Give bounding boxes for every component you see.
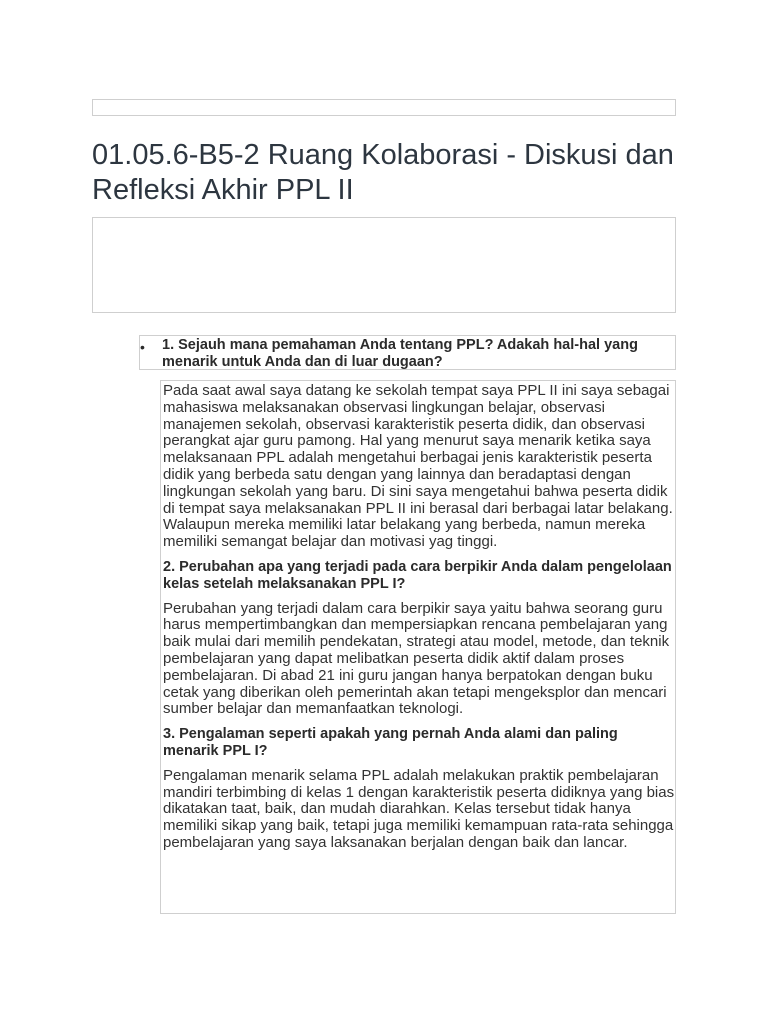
answers-content <box>163 383 677 860</box>
empty-content-box <box>92 217 676 313</box>
answer-3: Pengalaman menarik selama PPL adalah melakukan praktik pembelajaran mandiri terbimbing di kelas 1 dengan karakteristik peserta didiknya yang bias dikatakan taat, baik, dan mudah diarahkan. Kelas tersebut tidak hanya memiliki sikap yang baik, tetapi juga memiliki kemampuan rata-rata sehingga pembelajaran yang saya laksanakan berjalan dengan baik dan lancar. <box>163 766 675 851</box>
answers-box <box>160 380 676 914</box>
bullet-marker: • <box>140 339 145 355</box>
question-2: 2. Perubahan apa yang terjadi pada cara berpikir Anda dalam pengelolaan kelas setelah melaksanakan PPL I? <box>163 558 672 592</box>
question-3: 3. Pengalaman seperti apakah yang pernah Anda alami dan paling menarik PPL I? <box>163 726 618 759</box>
top-empty-box <box>92 99 676 116</box>
question-1-box <box>139 335 676 370</box>
answer-1: Pada saat awal saya datang ke sekolah tempat saya PPL II ini saya sebagai mahasiswa melaksanakan observasi lingkungan belajar, observasi manajemen sekolah, observasi karakteristik peserta didik, dan observasi perangkat ajar guru pamong. Hal yang menurut saya menarik ketika saya melaksanaan PPL adalah mengetahui berbagai jenis karakteristik peserta didik yang berbeda satu dengan yang lainnya dan beradaptasi dengan lingkungan sekolah yang baru. Di sini saya mengetahui bahwa peserta didik di tempat saya melaksanakan PPL II ini berasal dari berbagai latar belakang. Walaupun mereka memiliki latar belakang yang berbeda, namun mereka memiliki semangat belajar dan motivasi yag tinggi. <box>163 382 673 551</box>
question-1: 1. Sejauh mana pemahaman Anda tentang PPL? Adakah hal-hal yang menarik untuk Anda dan di luar dugaan? <box>162 337 638 370</box>
answer-2: Perubahan yang terjadi dalam cara berpikir saya yaitu bahwa seorang guru harus mempertimbangkan dan mempersiapkan rencana pembelajaran yang baik mulai dari memilih pendekatan, strategi atau model, metode, dan teknik pembelajaran yang dapat melibatkan peserta didik aktif dalam proses pembelajaran. Di abad 21 ini guru jangan hanya berpatokan dengan buku cetak yang diberikan oleh pemerintah akan tetapi mengeksplor dan mencari sumber belajar dan memanfaatkan teknologi. <box>163 599 670 718</box>
page-title: 01.05.6-B5-2 Ruang Kolaborasi - Diskusi dan Refleksi Akhir PPL II <box>92 139 674 206</box>
